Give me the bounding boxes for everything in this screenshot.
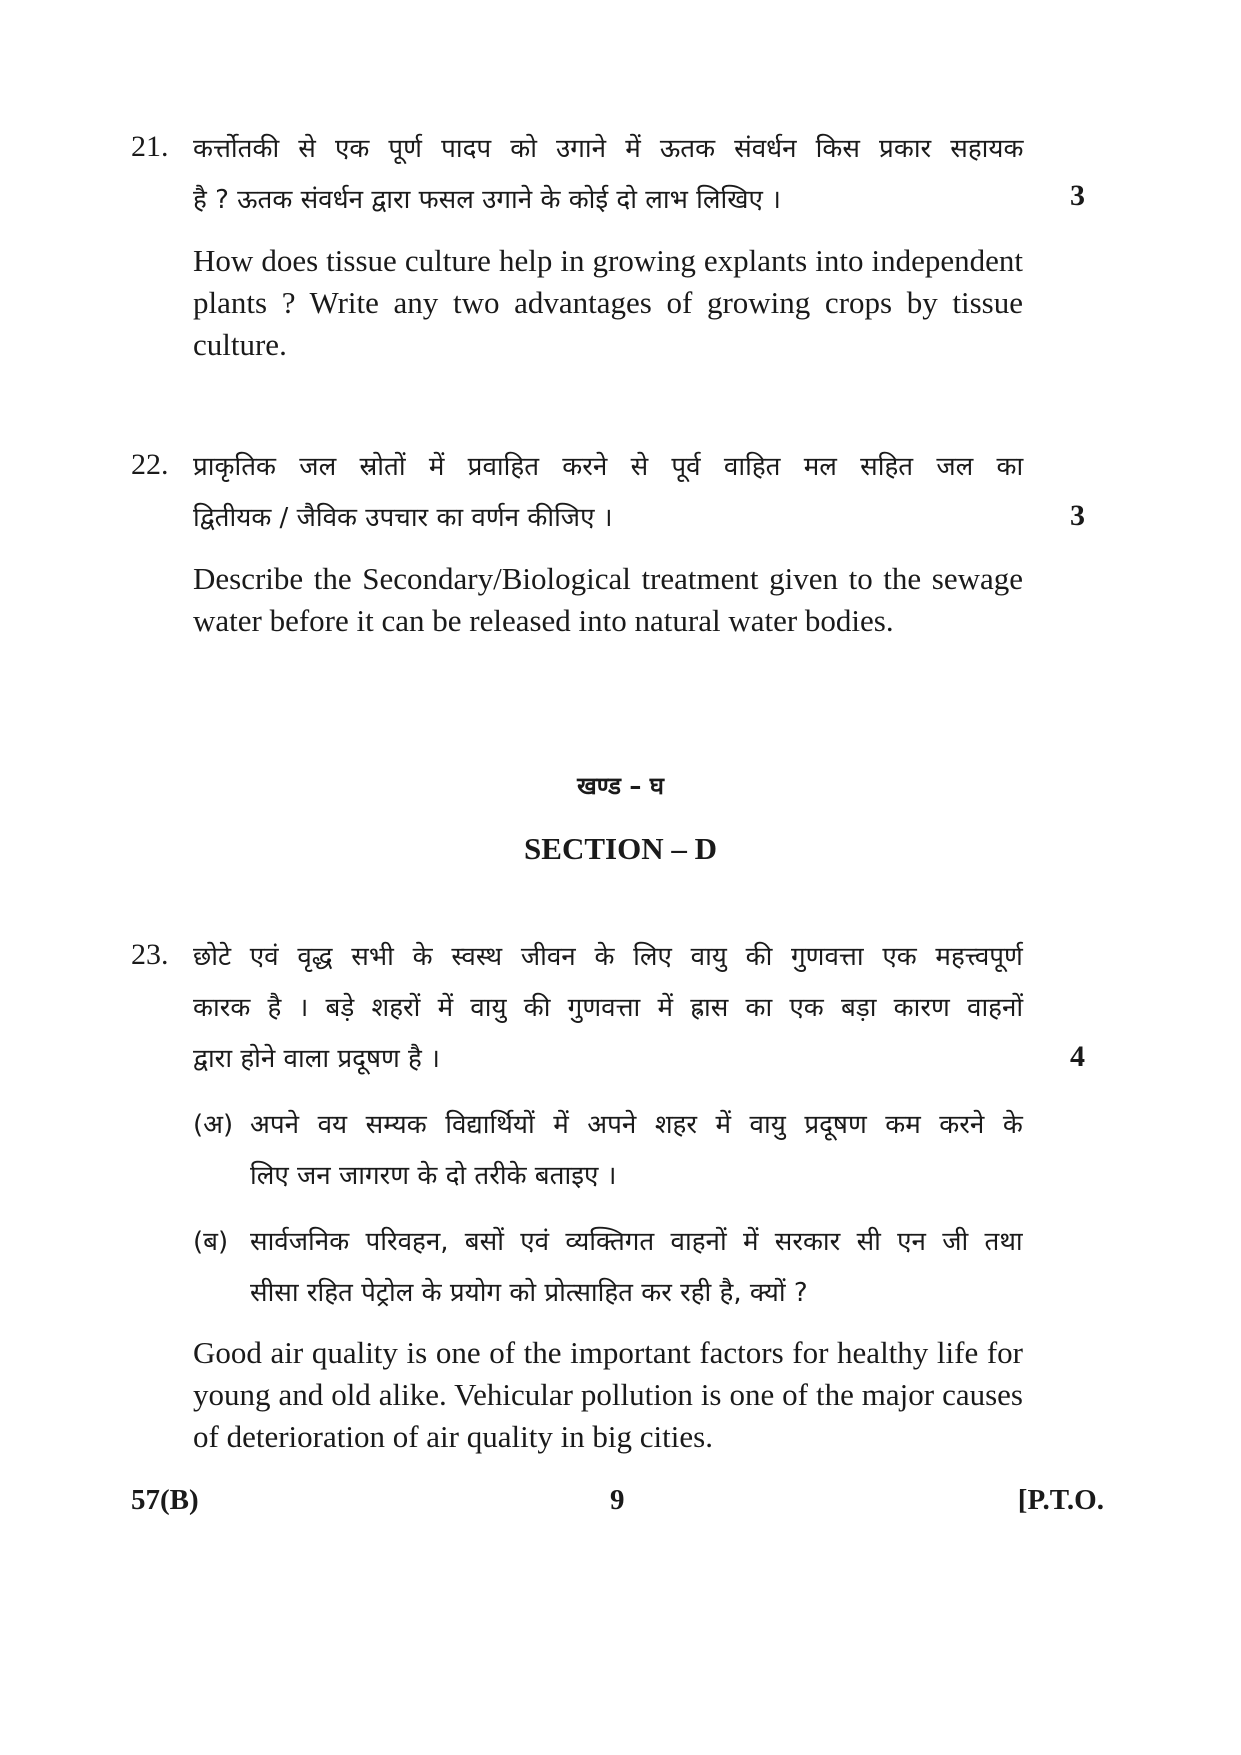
part-b-line-2: सीसा रहित पेट्रोल के प्रयोग को प्रोत्साहित कर रही है, क्यों ?	[250, 1278, 808, 1308]
part-a-line-2: लिए जन जागरण के दो तरीके बताइए ।	[250, 1161, 617, 1191]
question-23-hindi	[193, 932, 1023, 1085]
question-22-number: 22.	[131, 448, 169, 481]
question-22-english: Describe the Secondary/Biological treatment given to the sewage water before it can be released into natural water bodies.	[193, 561, 1023, 638]
question-23-marks: 4	[1070, 1040, 1085, 1073]
question-21-hindi-line-1: कर्त्तोतकी से एक पूर्ण पादप को उगाने में ऊतक संवर्धन किस प्रकार सहायक	[193, 134, 1024, 164]
part-b-line-1: सार्वजनिक परिवहन, बसों एवं व्यक्तिगत वाहनों में सरकार सी एन जी तथा	[250, 1227, 1023, 1257]
section-heading-english: SECTION – D	[524, 831, 717, 866]
question-21-hindi	[193, 124, 1023, 226]
question-21-hindi-line-2: है ? ऊतक संवर्धन द्वारा फसल उगाने के कोई दो लाभ लिखिए ।	[193, 185, 781, 215]
question-23-hindi-line-1: छोटे एवं वृद्ध सभी के स्वस्थ जीवन के लिए वायु की गुणवत्ता एक महत्त्वपूर्ण	[193, 942, 1023, 972]
question-23-hindi-line-3: द्वारा होने वाला प्रदूषण है ।	[193, 1044, 440, 1074]
footer-page-number: 9	[610, 1484, 625, 1516]
question-22-hindi	[193, 442, 1023, 544]
part-b-label: (ब)	[193, 1227, 229, 1257]
question-22-marks: 3	[1070, 499, 1085, 532]
part-b-text	[250, 1217, 1023, 1319]
part-a-text	[250, 1100, 1023, 1202]
footer-pto: [P.T.O.	[1017, 1484, 1104, 1516]
question-23-part-a	[193, 1100, 1023, 1202]
footer-paper-code: 57(B)	[131, 1484, 199, 1516]
question-23-hindi-line-2: कारक है । बड़े शहरों में वायु की गुणवत्ता में ह्रास का एक बड़ा कारण वाहनों	[193, 993, 1024, 1023]
question-22-hindi-line-1: प्राकृतिक जल स्रोतों में प्रवाहित करने से पूर्व वाहित मल सहित जल का	[193, 452, 1024, 482]
question-23-part-b	[193, 1217, 1023, 1319]
part-a-line-1: अपने वय सम्यक विद्यार्थियों में अपने शहर में वायु प्रदूषण कम करने के	[250, 1110, 1023, 1140]
part-a-label: (अ)	[193, 1110, 234, 1140]
question-21-number: 21.	[131, 130, 169, 163]
question-23-english: Good air quality is one of the important factors for healthy life for young and old alike. Vehicular pollution is one of the major causes of deterioration of air quality in big cities.	[193, 1335, 1023, 1454]
question-23-number: 23.	[131, 938, 169, 971]
section-heading-hindi: खण्ड – घ	[577, 772, 664, 800]
question-21-english: How does tissue culture help in growing explants into independent plants ? Write any two advantages of growing crops by tissue culture.	[193, 243, 1023, 362]
question-22-hindi-line-2: द्वितीयक / जैविक उपचार का वर्णन कीजिए ।	[193, 503, 613, 533]
question-21-marks: 3	[1070, 179, 1085, 212]
